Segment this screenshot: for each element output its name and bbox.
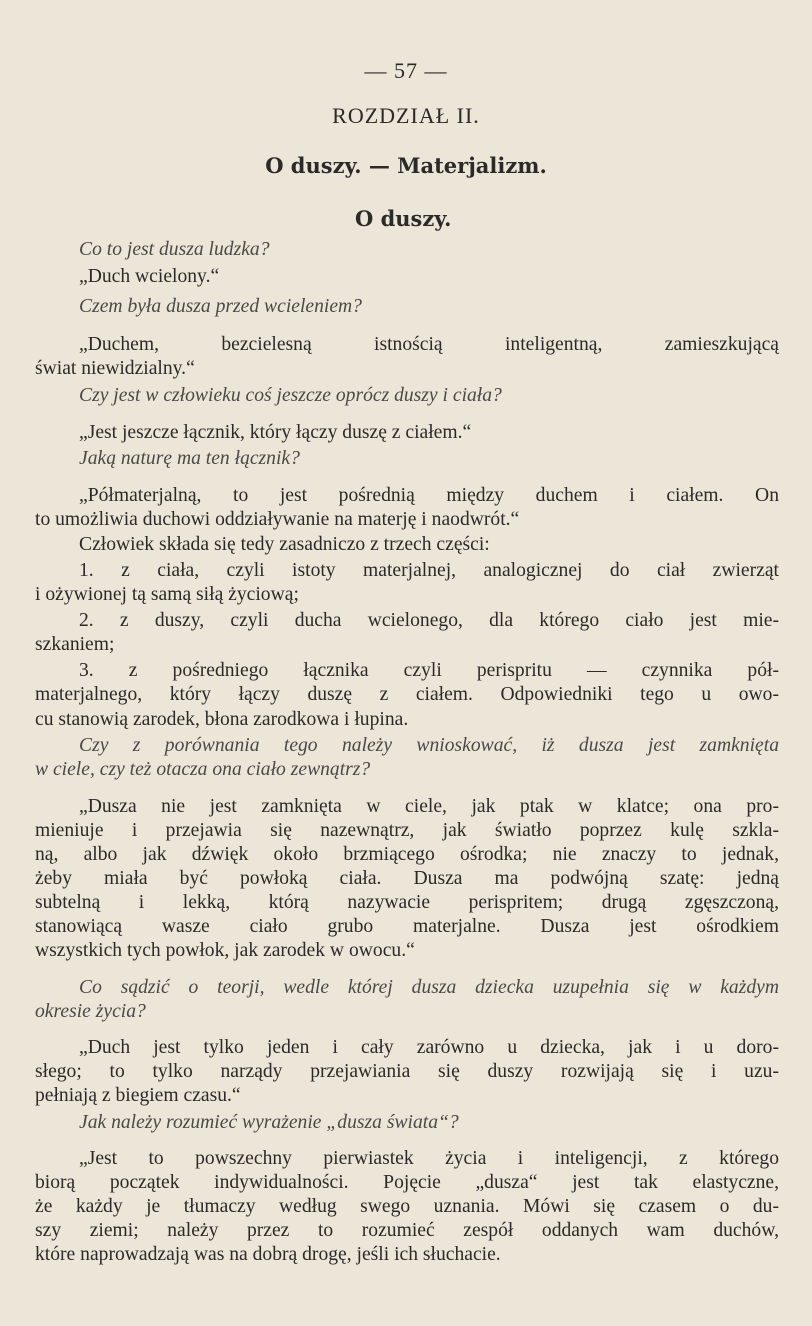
text-line: cu stanowią zarodek, błona zarodkowa i łupina. <box>35 709 409 730</box>
question-line: w ciele, czy też otacza ona ciało zewnątrz? <box>35 759 371 780</box>
question-line: Czy z porównania tego należy wnioskować, iż dusza jest zamknięta <box>79 735 779 756</box>
page-number: — 57 — <box>364 58 448 83</box>
text-line: subtelną i lekką, którą nazywacie perispritem; drugą zgęszczoną, <box>35 892 779 913</box>
text-line: pełniają z biegiem czasu.“ <box>35 1085 241 1106</box>
text-line: że każdy je tłumaczy według swego uznania. Mówi się czasem o du- <box>35 1196 779 1217</box>
question-line: Jak należy rozumieć wyrażenie „dusza świata“? <box>79 1112 459 1133</box>
text-line: „Półmaterjalną, to jest pośrednią między duchem i ciałem. On <box>79 485 779 506</box>
text-line: 2. z duszy, czyli ducha wcielonego, dla którego ciało jest mie- <box>79 610 779 631</box>
text-line: szy ziemi; należy przez to rozumieć zespół oddanych wam duchów, <box>35 1220 779 1241</box>
text-line: „Dusza nie jest zamknięta w ciele, jak ptak w klatce; ona pro- <box>79 796 779 817</box>
text-line: materjalnego, który łączy duszę z ciałem. Odpowiedniki tego u owo- <box>35 684 779 705</box>
text-line: szkaniem; <box>35 634 115 655</box>
text-line: żeby miała być powłoką ciała. Dusza ma podwójną szatę: jedną <box>35 868 779 889</box>
question-line: Jaką naturę ma ten łącznik? <box>79 448 300 469</box>
text-line: stanowiącą wasze ciało grubo materjalne. Dusza jest ośrodkiem <box>35 916 779 937</box>
text-line: świat niewidzialny.“ <box>35 358 195 379</box>
text-line: 3. z pośredniego łącznika czyli perispritu — czynnika pół- <box>79 660 779 681</box>
question-line: Czy jest w człowieku coś jeszcze oprócz duszy i ciała? <box>79 385 502 406</box>
text-line: „Jest to powszechny pierwiastek życia i inteligencji, z którego <box>79 1148 779 1169</box>
text-line: „Jest jeszcze łącznik, który łączy duszę z ciałem.“ <box>79 422 472 443</box>
text-line: „Duchem, bezcielesną istnością inteligentną, zamieszkującą <box>79 334 779 355</box>
text-line: „Duch jest tylko jeden i cały zarówno u dziecka, jak i u doro- <box>79 1037 779 1058</box>
text-line: słego; to tylko narządy przejawiania się duszy rozwijają się i uzu- <box>35 1061 779 1082</box>
chapter-heading: ROZDZIAŁ II. <box>332 103 480 128</box>
text-line: Człowiek składa się tedy zasadniczo z trzech części: <box>79 534 490 555</box>
section-heading: O duszy. <box>355 206 452 231</box>
question-line: Co sądzić o teorji, wedle której dusza dziecka uzupełnia się w każdym <box>79 977 779 998</box>
text-line: mieniuje i przejawia się nazewnątrz, jak światło poprzez kulę szkla- <box>35 820 779 841</box>
text-line: 1. z ciała, czyli istoty materjalnej, analogicznej do ciał zwierząt <box>79 560 779 581</box>
text-line: „Duch wcielony.“ <box>79 266 220 287</box>
text-line: biorą początek indywidualności. Pojęcie „dusza“ jest tak elastyczne, <box>35 1172 779 1193</box>
question-line: Czem była dusza przed wcieleniem? <box>79 296 362 317</box>
question-line: okresie życia? <box>35 1001 146 1022</box>
chapter-title: O duszy. — Materjalizm. <box>265 153 547 178</box>
text-line: ną, albo jak dźwięk około brzmiącego ośrodka; nie znaczy to jednak, <box>35 844 779 865</box>
text-line: wszystkich tych powłok, jak zarodek w owocu.“ <box>35 940 415 961</box>
text-line: które naprowadzają was na dobrą drogę, jeśli ich słuchacie. <box>35 1244 501 1265</box>
text-line: i ożywionej tą samą siłą życiową; <box>35 584 299 605</box>
text-line: to umożliwia duchowi oddziaływanie na materję i naodwrót.“ <box>35 509 520 530</box>
question-line: Co to jest dusza ludzka? <box>79 239 270 260</box>
